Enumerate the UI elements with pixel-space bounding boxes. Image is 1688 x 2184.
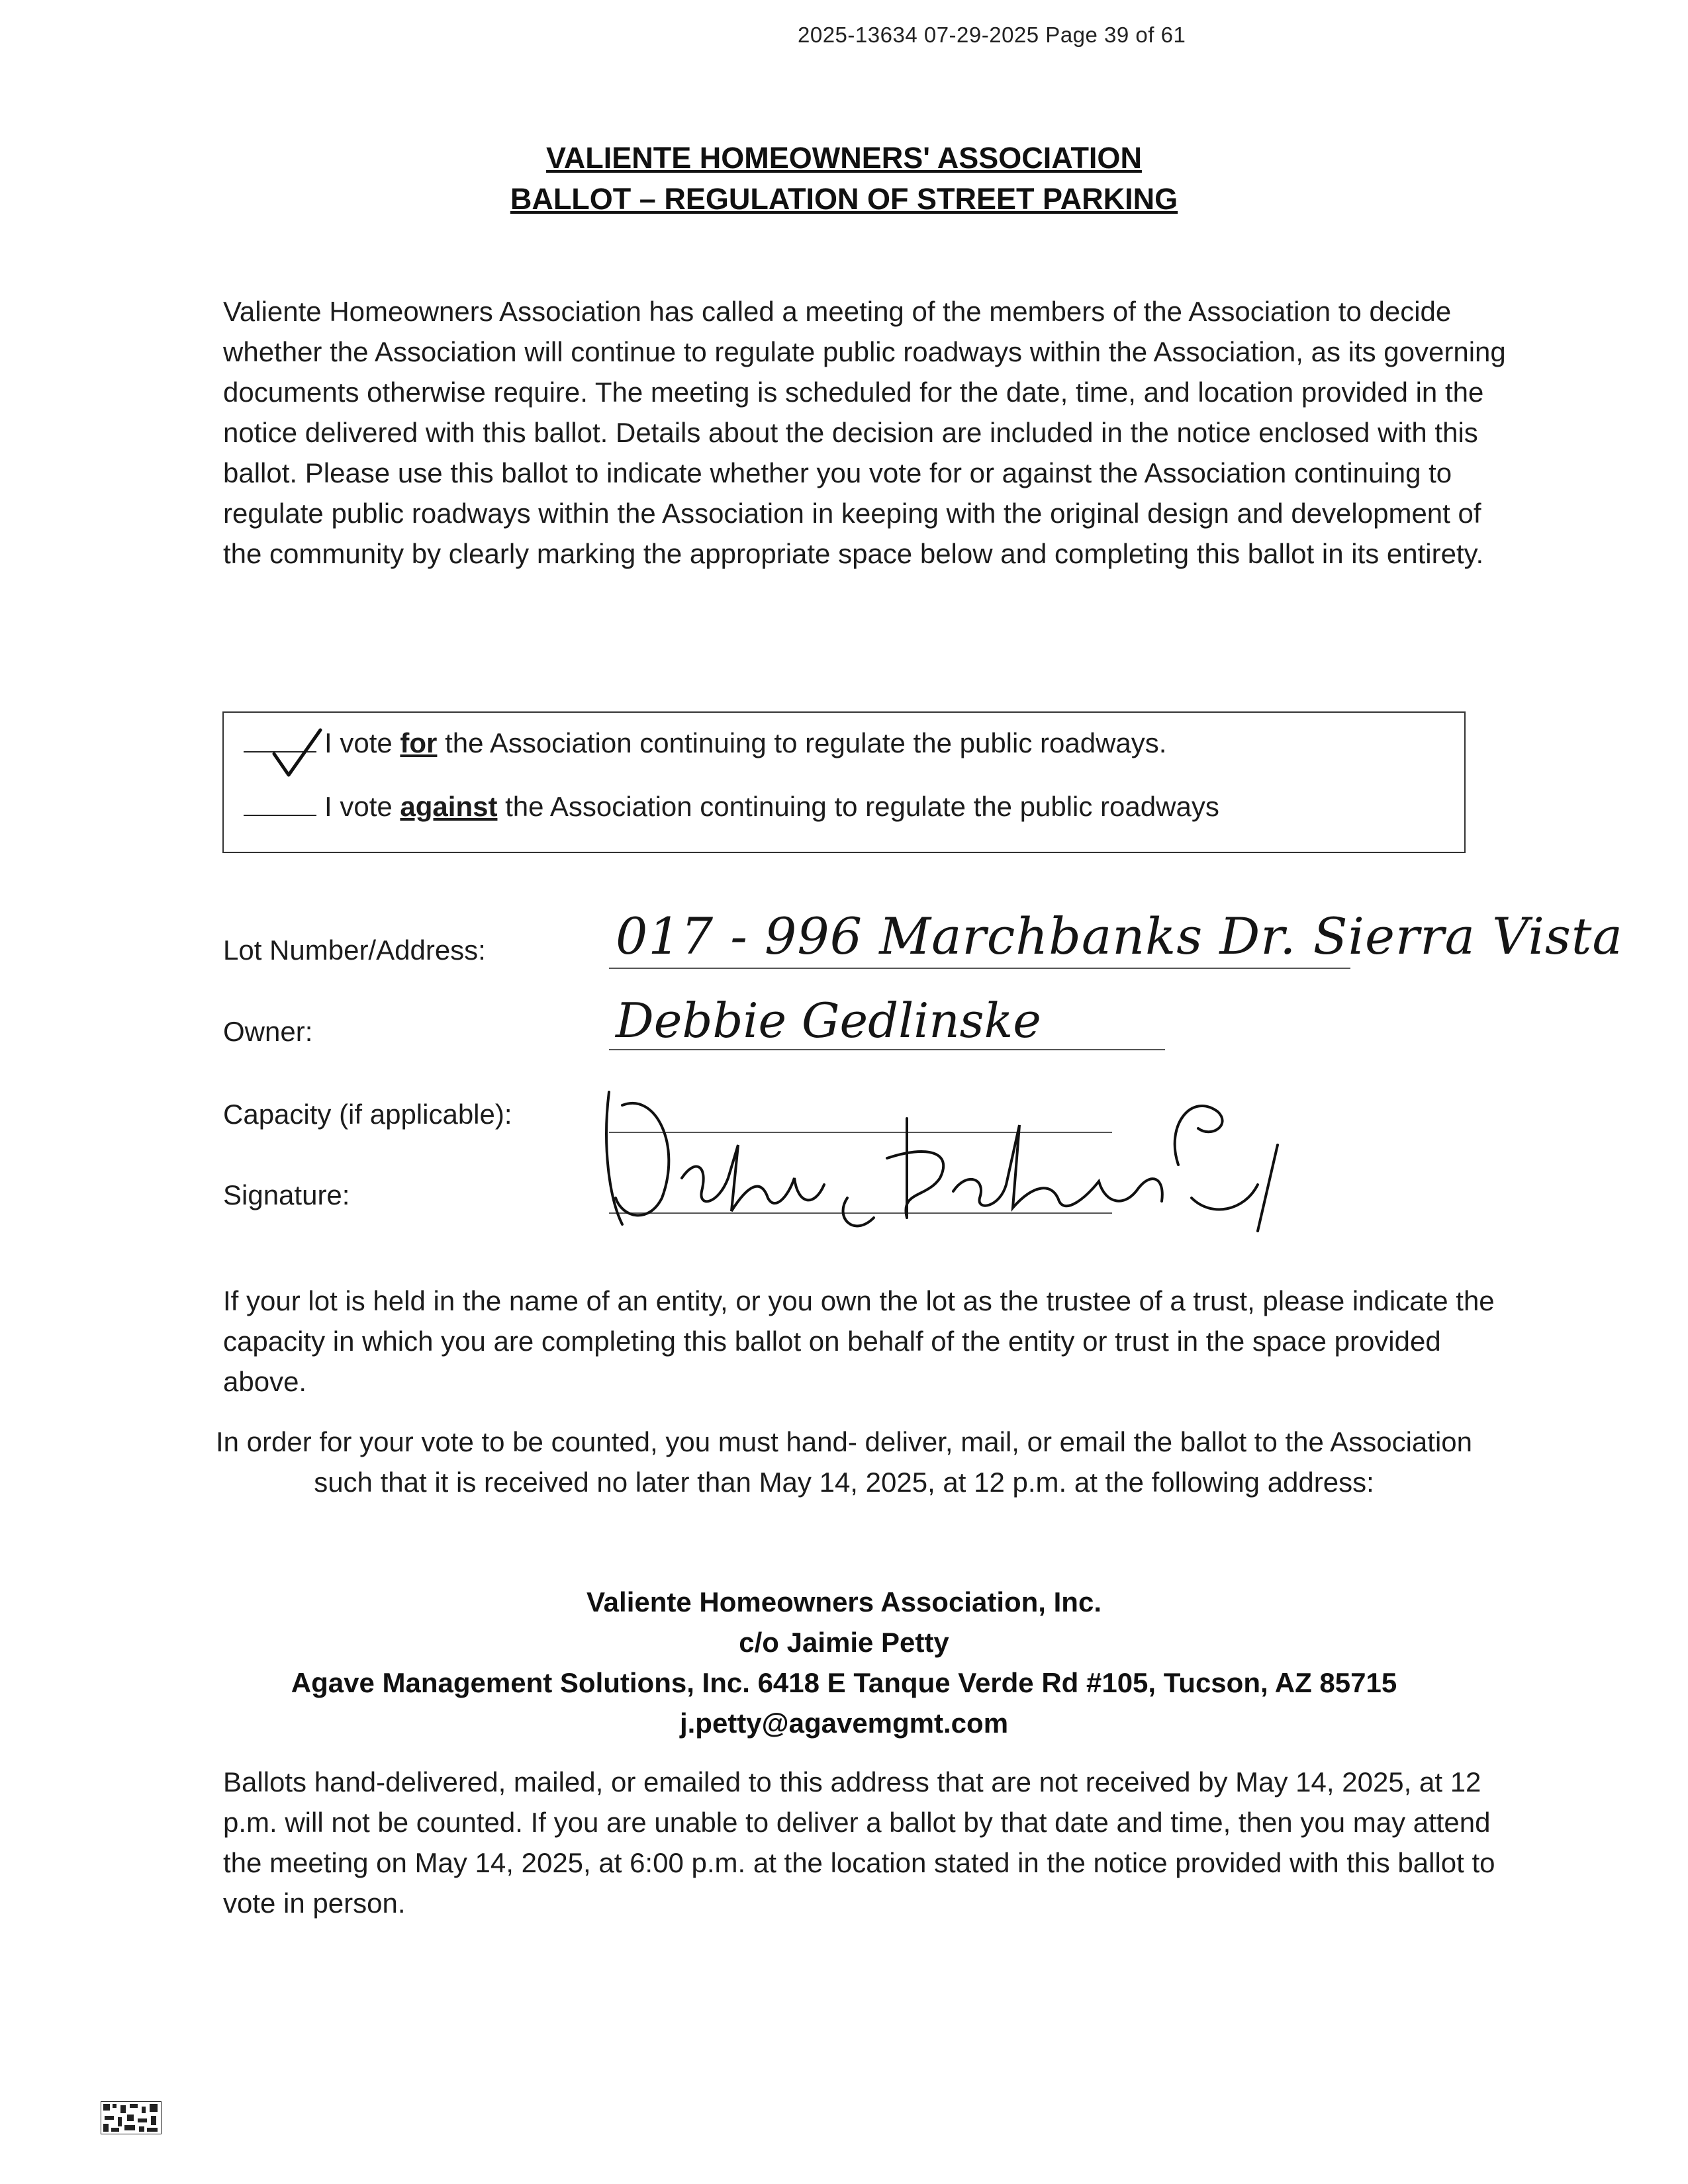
address-line-3: Agave Management Solutions, Inc. 6418 E Tanque Verde Rd #105, Tucson, AZ 85715 <box>291 1667 1397 1698</box>
vote-against-blank[interactable] <box>244 808 316 816</box>
page-stamp: 2025-13634 07-29-2025 Page 39 of 61 <box>798 23 1186 47</box>
address-line-2: c/o Jaimie Petty <box>739 1627 949 1658</box>
vote-for-option[interactable]: I vote for the Association continuing to regulate the public roadways. <box>244 727 1166 759</box>
vote-against-option[interactable]: I vote against the Association continuing to regulate the public roadways <box>244 791 1219 823</box>
address-email: j.petty@agavemgmt.com <box>679 1707 1009 1739</box>
capacity-label: Capacity (if applicable): <box>223 1099 512 1130</box>
owner-label: Owner: <box>223 1016 313 1047</box>
owner-field[interactable]: Debbie Gedlinske <box>616 993 1041 1048</box>
deadline-text: In order for your vote to be counted, you must hand- deliver, mail, or email the ballot to the Association such that it is received no later than May 14, 2025, at 12 p.m. at the following address: <box>215 1426 1473 1498</box>
lot-address-line <box>609 968 1350 969</box>
ballot-title <box>0 138 1688 220</box>
lot-address-label: Lot Number/Address: <box>223 934 486 966</box>
closing-paragraph: Ballots hand-delivered, mailed, or emailed to this address that are not received by May 14, 2025, at 12 p.m. will not be counted. If you are unable to deliver a ballot by that date and time, then you may attend the meeting on May 14, 2025, at 6:00 p.m. at the location stated in the notice provided with this ballot to vote in person. <box>223 1766 1495 1919</box>
owner-line <box>609 1049 1165 1050</box>
lot-address-field[interactable]: 017 - 996 Marchbanks Dr. Sierra Vista <box>616 907 1623 966</box>
title-line-1: VALIENTE HOMEOWNERS' ASSOCIATION <box>546 141 1142 175</box>
title-line-2: BALLOT – REGULATION OF STREET PARKING <box>510 182 1178 216</box>
intro-paragraph: Valiente Homeowners Association has called a meeting of the members of the Association to decide whether the Association will continue to regulate public roadways within the Association, as its governing documents otherwise require. The meeting is scheduled for the date, time, and location provided in the notice delivered with this ballot. Details about the decision are included in the notice enclosed with this ballot. Please use this ballot to indicate whether you vote for or against the Association continuing to regulate public roadways within the Association in keeping with the original design and development of the community by clearly marking the appropriate space below and completing this ballot in its entirety. <box>223 296 1506 569</box>
vote-against-word: against <box>400 791 498 822</box>
barcode-icon <box>101 2101 162 2134</box>
vote-options-box <box>222 711 1466 853</box>
mailing-address <box>0 1582 1688 1743</box>
checkmark-icon <box>269 727 328 780</box>
vote-for-word: for <box>400 727 438 758</box>
signature-label: Signature: <box>223 1179 350 1210</box>
entity-note: If your lot is held in the name of an entity, or you own the lot as the trustee of a trust, please indicate the capacity in which you are completing this ballot on behalf of the entity or trust in the space provided above. <box>223 1285 1495 1397</box>
vote-for-blank[interactable] <box>244 745 316 752</box>
handwritten-signature[interactable] <box>596 1066 1337 1238</box>
address-line-1: Valiente Homeowners Association, Inc. <box>586 1586 1102 1617</box>
